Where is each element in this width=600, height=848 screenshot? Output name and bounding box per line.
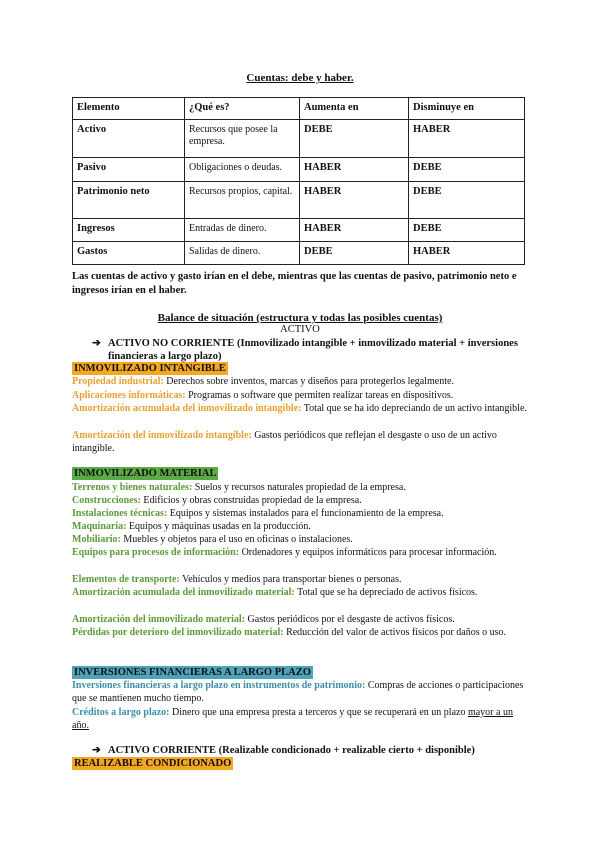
account-term: Terrenos y bienes naturales:: [72, 482, 193, 493]
account-term: Elementos de transporte:: [72, 574, 180, 585]
table-cell: HABER: [300, 218, 409, 241]
table-cell: Recursos que posee la empresa.: [185, 119, 300, 157]
table-header-cell: ¿Qué es?: [185, 98, 300, 120]
account-desc: Equipos y máquinas usadas en la producción.: [126, 521, 311, 532]
table-row: [73, 157, 525, 181]
arrow-icon: ➔: [92, 338, 101, 349]
activo-heading: ACTIVO: [280, 324, 320, 335]
account-desc: Reducción del valor de activos físicos por daños o uso.: [283, 627, 507, 638]
account-desc: Total que se ha depreciado de activos físicos.: [294, 587, 478, 598]
list-item: [72, 586, 527, 599]
list-item: [72, 389, 527, 402]
account-term: Amortización del inmovilizado intangible:: [72, 430, 252, 441]
realizable-condicionado-heading: REALIZABLE CONDICIONADO: [74, 758, 232, 769]
account-desc: Dinero que una empresa presta a terceros y que se recuperará en un plazo: [169, 707, 468, 718]
list-item: [72, 573, 527, 586]
table-header-cell: Elemento: [73, 98, 185, 120]
balance-title: Balance de situación (estructura y todas las posibles cuentas): [157, 312, 443, 324]
list-item: [72, 520, 527, 533]
table-cell: Salidas de dinero.: [185, 241, 300, 264]
account-desc: Derechos sobre inventos, marcas y diseños para protegerlos legalmente.: [163, 376, 454, 387]
table-cell: Recursos propios, capital.: [185, 181, 300, 218]
inmovilizado-intangible-heading: INMOVILIZADO INTANGIBLE: [74, 363, 226, 374]
table-header-cell: Disminuye en: [409, 98, 525, 120]
summary-paragraph: Las cuentas de activo y gasto irían en el debe, mientras que las cuentas de pasivo, patrimonio neto e ingresos irían en el haber.: [72, 271, 517, 296]
activo-no-corriente-label: ACTIVO NO CORRIENTE (Inmovilizado intangible + inmovilizado material + inversiones financieras a largo plazo): [108, 338, 518, 362]
account-term: Amortización acumulada del inmovilizado intangible:: [72, 403, 302, 414]
list-item: [72, 507, 527, 520]
table-cell: DEBE: [300, 241, 409, 264]
account-term: Inversiones financieras a largo plazo en instrumentos de patrimonio:: [72, 680, 366, 691]
table-cell: HABER: [300, 157, 409, 181]
inversiones-financieras-heading: INVERSIONES FINANCIERAS A LARGO PLAZO: [74, 667, 311, 678]
account-desc: Programas o software que permiten realizar tareas en dispositivos.: [185, 390, 454, 401]
list-item: [72, 546, 527, 559]
table-cell: Obligaciones o deudas.: [185, 157, 300, 181]
account-term: Instalaciones técnicas:: [72, 508, 168, 519]
account-desc: Vehículos y medios para transportar bienes o personas.: [179, 574, 402, 585]
account-desc: Edificios y obras construidas propiedad de la empresa.: [140, 495, 362, 506]
list-item: [72, 481, 527, 494]
table-cell: Ingresos: [73, 218, 185, 241]
account-term: Mobiliario:: [72, 534, 121, 545]
account-term: Pérdidas por deterioro del inmovilizado material:: [72, 627, 284, 638]
accounts-table: [72, 97, 525, 265]
account-desc: Equipos y sistemas instalados para el funcionamiento de la empresa.: [167, 508, 444, 519]
table-cell: Patrimonio neto: [73, 181, 185, 218]
table-cell: Entradas de dinero.: [185, 218, 300, 241]
account-desc: Total que se ha ido depreciando de un activo intangible.: [301, 403, 527, 414]
list-item: [72, 679, 527, 706]
account-term: Créditos a largo plazo:: [72, 707, 170, 718]
list-item: [72, 533, 527, 546]
table-row: [73, 119, 525, 157]
table-cell: HABER: [409, 241, 525, 264]
account-term: Equipos para procesos de información:: [72, 547, 240, 558]
table-cell: Gastos: [73, 241, 185, 264]
table-cell: HABER: [409, 119, 525, 157]
list-item: [72, 375, 527, 388]
page-title: Cuentas: debe y haber.: [246, 72, 354, 84]
table-cell: DEBE: [409, 218, 525, 241]
table-cell: DEBE: [409, 181, 525, 218]
table-row: [73, 181, 525, 218]
list-item: [72, 626, 527, 639]
table-row: [73, 241, 525, 264]
arrow-icon: ➔: [92, 745, 101, 756]
table-cell: DEBE: [300, 119, 409, 157]
account-desc: Compras de acciones o participaciones que se mantienen mucho tiempo.: [72, 680, 524, 705]
table-cell: Pasivo: [73, 157, 185, 181]
account-desc-underlined: mayor a un año.: [72, 707, 513, 732]
account-desc: Muebles y objetos para el uso en oficinas o instalaciones.: [120, 534, 353, 545]
list-item: [72, 429, 527, 456]
table-header-row: [73, 98, 525, 120]
account-desc: Gastos periódicos que reflejan el desgaste o uso de un activo intangible.: [72, 430, 497, 455]
list-item: [72, 494, 527, 507]
account-term: Aplicaciones informáticas:: [72, 390, 186, 401]
account-desc: Gastos periódicos por el desgaste de activos físicos.: [245, 614, 455, 625]
table-header-cell: Aumenta en: [300, 98, 409, 120]
account-term: Propiedad industrial:: [72, 376, 164, 387]
account-term: Amortización acumulada del inmovilizado material:: [72, 587, 295, 598]
table-cell: Activo: [73, 119, 185, 157]
account-term: Amortización del inmovilizado material:: [72, 614, 246, 625]
account-term: Maquinaria:: [72, 521, 127, 532]
table-cell: DEBE: [409, 157, 525, 181]
activo-corriente-label: ACTIVO CORRIENTE (Realizable condicionado + realizable cierto + disponible): [108, 745, 475, 756]
account-desc: Ordenadores y equipos informáticos para procesar información.: [239, 547, 497, 558]
list-item: [72, 402, 527, 415]
inmovilizado-material-heading: INMOVILIZADO MATERIAL: [74, 468, 217, 479]
table-cell: HABER: [300, 181, 409, 218]
account-term: Construcciones:: [72, 495, 141, 506]
account-desc: Suelos y recursos naturales propiedad de la empresa.: [192, 482, 406, 493]
table-row: [73, 218, 525, 241]
activo-corriente-item: [92, 744, 522, 757]
list-item: [72, 706, 527, 733]
activo-no-corriente-item: [92, 337, 522, 363]
list-item: [72, 613, 527, 626]
